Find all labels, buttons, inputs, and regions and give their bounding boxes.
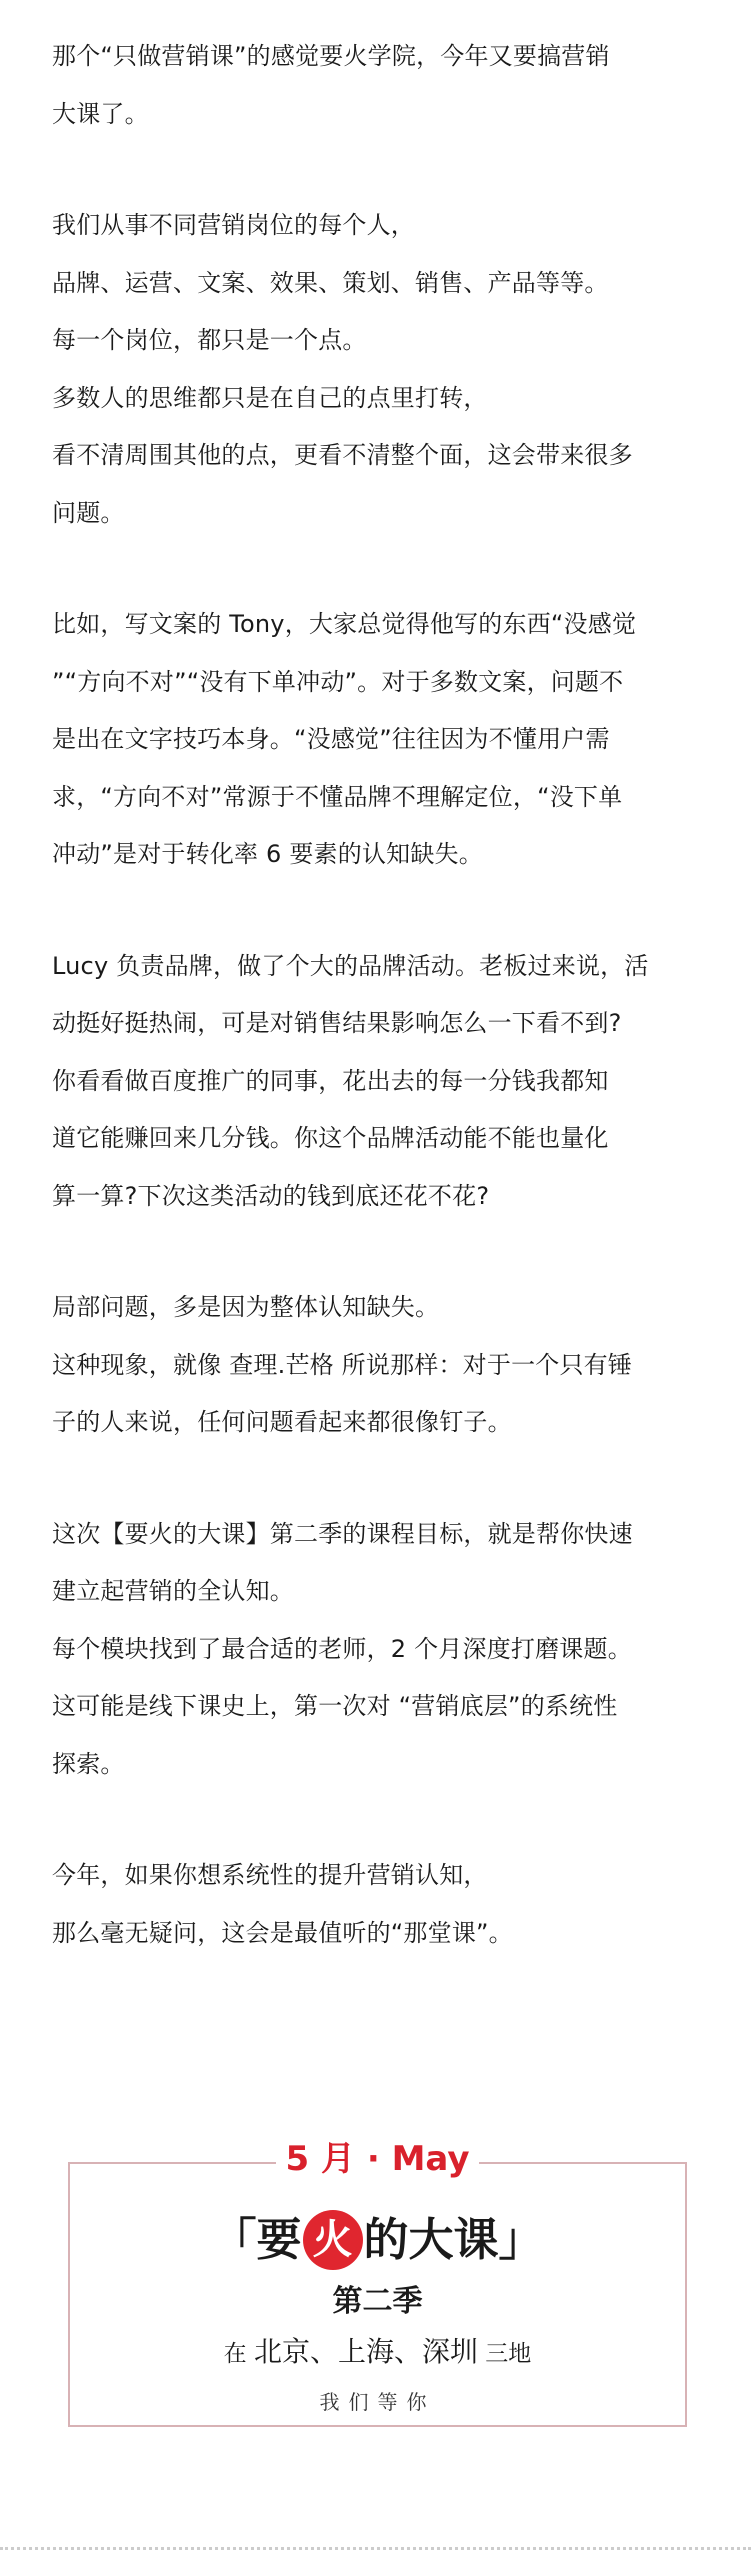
- paragraph-tony: [52, 596, 702, 884]
- text-line: Lucy 负责品牌，做了个大的品牌活动。老板过来说，活: [52, 951, 649, 980]
- text-line: ”“方向不对”“没有下单冲动”。对于多数文案，问题不: [52, 667, 624, 696]
- paragraph-course-goal: [52, 1506, 702, 1794]
- text-line: 算一算?下次这类活动的钱到底还花不花?: [52, 1181, 490, 1210]
- text-line: 每一个岗位，都只是一个点。: [52, 326, 367, 354]
- paragraph-closing: [52, 1847, 702, 1962]
- course-promo-card: [68, 2139, 687, 2427]
- text-line: 看不清周围其他的点，更看不清整个面，这会带来很多: [52, 441, 633, 469]
- text-line: 这次【要火的大课】第二季的课程目标，就是帮你快速: [52, 1519, 633, 1548]
- bottom-divider: [0, 2547, 751, 2550]
- promo-title-rest: 的大课」: [363, 2213, 544, 2266]
- text-line: 是出在文字技巧本身。“没感觉”往往因为不懂用户需: [52, 725, 610, 753]
- promo-cities: [70, 2330, 685, 2378]
- text-line: 探索。: [52, 1749, 125, 1778]
- text-line: 那么毫无疑问，这会是最值听的“那堂课”。: [52, 1918, 513, 1947]
- text-line: 这可能是线下课史上，第一次对 “营销底层”的系统性: [52, 1692, 618, 1720]
- text-line: 多数人的思维都只是在自己的点里打转，: [52, 383, 488, 412]
- text-line: 问题。: [52, 498, 125, 527]
- promo-season: 第二季: [332, 2284, 423, 2319]
- text-line: 道它能赚回来几分钱。你这个品牌活动能不能也量化: [52, 1124, 609, 1152]
- paragraph-lucy: [52, 938, 702, 1226]
- article-body: [52, 28, 702, 2016]
- text-line: 我们从事不同营销岗位的每个人，: [52, 211, 415, 239]
- text-line: 你看看做百度推广的同事，花出去的每一分钱我都知: [52, 1066, 609, 1095]
- promo-wait: 我们等你: [319, 2390, 436, 2414]
- text-line: 局部问题，多是因为整体认知缺失。: [52, 1293, 440, 1321]
- text-line: 品牌、运营、文案、效果、策划、销售、产品等等。: [52, 268, 609, 297]
- promo-title: [70, 2208, 685, 2272]
- text-line: 今年，如果你想系统性的提升营销认知，: [52, 1861, 488, 1889]
- promo-title-open: 「要: [211, 2213, 302, 2266]
- fire-badge: 火: [303, 2210, 363, 2270]
- text-line: 冲动”是对于转化率 6 要素的认知缺失。: [52, 840, 483, 868]
- cities-prefix: 在: [223, 2341, 254, 2367]
- text-line: 那个“只做营销课”的感觉要火学院，今年又要搞营销: [52, 42, 610, 70]
- promo-date: 5 月 · May: [285, 2139, 470, 2179]
- text-line: 子的人来说，任何问题看起来都很像钉子。: [52, 1408, 512, 1436]
- paragraph-local-problem: [52, 1279, 702, 1452]
- text-line: 这种现象，就像 查理.芒格 所说那样：对于一个只有锤: [52, 1350, 633, 1379]
- text-line: 求，“方向不对”常源于不懂品牌不理解定位，“没下单: [52, 782, 623, 811]
- text-line: 动挺好挺热闹，可是对销售结果影响怎么一下看不到?: [52, 1009, 622, 1037]
- cities-suffix: 三地: [478, 2341, 532, 2367]
- cities-list: 北京、上海、深圳: [253, 2335, 478, 2368]
- paragraph-roles: [52, 197, 702, 542]
- text-line: 大课了。: [52, 99, 149, 128]
- paragraph-intro: [52, 28, 702, 143]
- text-line: 建立起营销的全认知。: [52, 1577, 294, 1605]
- text-line: 比如，写文案的 Tony，大家总觉得他写的东西“没感觉: [52, 610, 637, 638]
- text-line: 每个模块找到了最合适的老师，2 个月深度打磨课题。: [52, 1634, 632, 1663]
